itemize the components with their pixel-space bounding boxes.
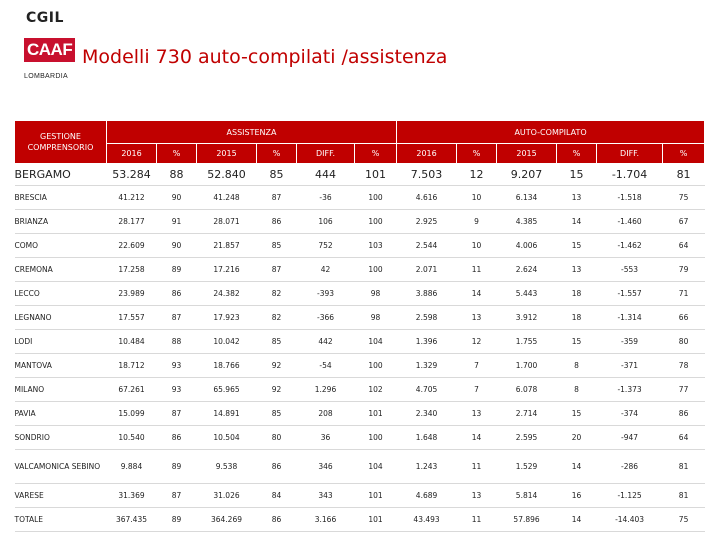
table-cell: 88: [157, 330, 197, 354]
table-cell: 15: [557, 402, 597, 426]
data-table: [14, 120, 705, 532]
logo-cgil-text: CGIL: [26, 10, 64, 26]
table-cell: 106: [297, 210, 355, 234]
row-name: SONDRIO: [15, 426, 107, 450]
group-header-assistenza: ASSISTENZA: [107, 121, 397, 144]
table-cell: 17.557: [107, 306, 157, 330]
table-cell: 1.296: [297, 378, 355, 402]
table-cell: 367.435: [107, 508, 157, 532]
row-name: TOTALE: [15, 508, 107, 532]
table-cell: 5.814: [497, 484, 557, 508]
table-body: [15, 164, 705, 532]
table-cell: 444: [297, 164, 355, 186]
table-row: [15, 186, 705, 210]
table-cell: 93: [157, 354, 197, 378]
table-cell: 101: [355, 484, 397, 508]
table-cell: 1.243: [397, 450, 457, 484]
table-row: [15, 282, 705, 306]
table-cell: 87: [157, 402, 197, 426]
table-cell: 93: [157, 378, 197, 402]
table-cell: 10: [457, 234, 497, 258]
table-cell: 14: [557, 508, 597, 532]
table-cell: 89: [157, 258, 197, 282]
table-cell: 9.538: [197, 450, 257, 484]
column-header: %: [355, 144, 397, 164]
header-group-row: [15, 121, 705, 144]
table-cell: 101: [355, 402, 397, 426]
corner-label-line1: GESTIONE: [40, 132, 81, 141]
table-cell: 7: [457, 378, 497, 402]
table-cell: 13: [457, 306, 497, 330]
table-cell: 75: [663, 508, 705, 532]
table-cell: 346: [297, 450, 355, 484]
table-row: [15, 450, 705, 484]
table-cell: 31.369: [107, 484, 157, 508]
table-cell: 20: [557, 426, 597, 450]
table-row: [15, 258, 705, 282]
row-name: BERGAMO: [15, 164, 107, 186]
table-cell: 10.042: [197, 330, 257, 354]
table-cell: 8: [557, 354, 597, 378]
table-cell: 89: [157, 508, 197, 532]
table-cell: 92: [257, 378, 297, 402]
table-cell: 86: [157, 426, 197, 450]
row-name: COMO: [15, 234, 107, 258]
table-row: [15, 354, 705, 378]
row-name: MILANO: [15, 378, 107, 402]
page-title: Modelli 730 auto-compilati /assistenza: [82, 46, 448, 68]
table-cell: 10.504: [197, 426, 257, 450]
table-cell: -371: [597, 354, 663, 378]
table-row: [15, 330, 705, 354]
table-cell: 12: [457, 330, 497, 354]
table-cell: -1.462: [597, 234, 663, 258]
table-cell: 2.598: [397, 306, 457, 330]
table-cell: 64: [663, 234, 705, 258]
table-row: [15, 306, 705, 330]
table-cell: 14: [457, 426, 497, 450]
table-cell: 13: [557, 258, 597, 282]
table-cell: -14.403: [597, 508, 663, 532]
table-cell: 1.529: [497, 450, 557, 484]
table-cell: 2.071: [397, 258, 457, 282]
table-cell: 80: [663, 330, 705, 354]
column-header: %: [157, 144, 197, 164]
table-cell: -366: [297, 306, 355, 330]
table-cell: 18.766: [197, 354, 257, 378]
table-cell: 92: [257, 354, 297, 378]
table-cell: 10.540: [107, 426, 157, 450]
table-cell: -359: [597, 330, 663, 354]
table-cell: 15: [557, 330, 597, 354]
table-cell: 79: [663, 258, 705, 282]
table-cell: 5.443: [497, 282, 557, 306]
table-cell: 2.340: [397, 402, 457, 426]
table-cell: 4.385: [497, 210, 557, 234]
table-cell: 1.700: [497, 354, 557, 378]
row-name: VALCAMONICA SEBINO: [15, 450, 107, 484]
row-name: CREMONA: [15, 258, 107, 282]
table-cell: 1.396: [397, 330, 457, 354]
column-header: DIFF.: [597, 144, 663, 164]
table-cell: 8: [557, 378, 597, 402]
table-cell: 100: [355, 186, 397, 210]
table-cell: -374: [597, 402, 663, 426]
column-header: 2016: [397, 144, 457, 164]
corner-header: [15, 121, 107, 164]
table-cell: 18: [557, 306, 597, 330]
table-cell: 100: [355, 354, 397, 378]
table-cell: 3.166: [297, 508, 355, 532]
table-cell: 36: [297, 426, 355, 450]
group-header-autocompilato: AUTO-COMPILATO: [397, 121, 705, 144]
table-cell: 11: [457, 258, 497, 282]
row-name: BRESCIA: [15, 186, 107, 210]
table-row: [15, 402, 705, 426]
row-name: LECCO: [15, 282, 107, 306]
table-cell: 442: [297, 330, 355, 354]
table-cell: -54: [297, 354, 355, 378]
row-name: VARESE: [15, 484, 107, 508]
table-cell: 13: [457, 402, 497, 426]
column-header: 2015: [497, 144, 557, 164]
table-cell: 88: [157, 164, 197, 186]
table-cell: 24.382: [197, 282, 257, 306]
table-cell: 86: [257, 210, 297, 234]
table-cell: 22.609: [107, 234, 157, 258]
table-cell: 4.006: [497, 234, 557, 258]
table-cell: 64: [663, 426, 705, 450]
table-cell: 14: [457, 282, 497, 306]
row-name: LEGNANO: [15, 306, 107, 330]
table-cell: 752: [297, 234, 355, 258]
logo-region-text: LOMBARDIA: [24, 73, 68, 80]
table-cell: -1.518: [597, 186, 663, 210]
table-cell: 84: [257, 484, 297, 508]
table-cell: 90: [157, 186, 197, 210]
table-cell: 15: [557, 234, 597, 258]
table-cell: 57.896: [497, 508, 557, 532]
table-cell: 100: [355, 426, 397, 450]
table-cell: 86: [257, 450, 297, 484]
table-cell: 16: [557, 484, 597, 508]
table-cell: 98: [355, 282, 397, 306]
column-header: DIFF.: [297, 144, 355, 164]
table-cell: 11: [457, 450, 497, 484]
table-cell: 11: [457, 508, 497, 532]
column-header: %: [557, 144, 597, 164]
table-cell: 100: [355, 258, 397, 282]
table-cell: -1.704: [597, 164, 663, 186]
table-cell: 3.912: [497, 306, 557, 330]
table-cell: 67.261: [107, 378, 157, 402]
column-header: 2016: [107, 144, 157, 164]
table-cell: 2.544: [397, 234, 457, 258]
table-cell: 53.284: [107, 164, 157, 186]
row-name: PAVIA: [15, 402, 107, 426]
table-cell: 87: [257, 186, 297, 210]
header-column-row: [15, 144, 705, 164]
table-cell: 43.493: [397, 508, 457, 532]
table-cell: 71: [663, 282, 705, 306]
table-cell: 17.923: [197, 306, 257, 330]
table-cell: 85: [257, 330, 297, 354]
table-row: [15, 164, 705, 186]
column-header: 2015: [197, 144, 257, 164]
table-cell: -1.557: [597, 282, 663, 306]
table-cell: 15: [557, 164, 597, 186]
row-name: MANTOVA: [15, 354, 107, 378]
table-row: [15, 210, 705, 234]
table-cell: 101: [355, 508, 397, 532]
table-cell: 102: [355, 378, 397, 402]
table-cell: 28.071: [197, 210, 257, 234]
table-cell: 18: [557, 282, 597, 306]
table-cell: -36: [297, 186, 355, 210]
table-cell: 77: [663, 378, 705, 402]
table-cell: 2.595: [497, 426, 557, 450]
table-cell: 10.484: [107, 330, 157, 354]
table-cell: 1.329: [397, 354, 457, 378]
table-cell: 12: [457, 164, 497, 186]
table-cell: 41.248: [197, 186, 257, 210]
column-header: %: [663, 144, 705, 164]
table-cell: 14.891: [197, 402, 257, 426]
table-cell: 41.212: [107, 186, 157, 210]
table-cell: 31.026: [197, 484, 257, 508]
table-cell: 7: [457, 354, 497, 378]
table-cell: 98: [355, 306, 397, 330]
table-cell: 66: [663, 306, 705, 330]
column-header: %: [457, 144, 497, 164]
table-cell: 87: [157, 306, 197, 330]
table-cell: -1.314: [597, 306, 663, 330]
table-cell: 101: [355, 164, 397, 186]
table-cell: 81: [663, 450, 705, 484]
table-cell: 82: [257, 282, 297, 306]
table-cell: 13: [457, 484, 497, 508]
cgil-caaf-logo: [22, 10, 72, 80]
table-cell: 3.886: [397, 282, 457, 306]
table-cell: 9: [457, 210, 497, 234]
table-cell: 42: [297, 258, 355, 282]
row-name: LODI: [15, 330, 107, 354]
table-cell: 364.269: [197, 508, 257, 532]
table-cell: 104: [355, 450, 397, 484]
table-cell: 343: [297, 484, 355, 508]
table-cell: 86: [157, 282, 197, 306]
table-cell: 75: [663, 186, 705, 210]
table-cell: 4.689: [397, 484, 457, 508]
table-cell: -1.460: [597, 210, 663, 234]
table-cell: 6.134: [497, 186, 557, 210]
table-cell: -1.125: [597, 484, 663, 508]
table-cell: 17.216: [197, 258, 257, 282]
table-cell: 10: [457, 186, 497, 210]
corner-label-line2: COMPRENSORIO: [27, 143, 94, 152]
column-header: %: [257, 144, 297, 164]
table-cell: 2.925: [397, 210, 457, 234]
table-cell: 18.712: [107, 354, 157, 378]
table-cell: 4.616: [397, 186, 457, 210]
table-row: [15, 484, 705, 508]
table-cell: -553: [597, 258, 663, 282]
table-cell: 78: [663, 354, 705, 378]
logo-caaf-text: CAAF: [24, 38, 75, 62]
table-row: [15, 378, 705, 402]
table-cell: 14: [557, 450, 597, 484]
table-cell: 52.840: [197, 164, 257, 186]
table-cell: 100: [355, 210, 397, 234]
table-cell: 1.755: [497, 330, 557, 354]
table-cell: -1.373: [597, 378, 663, 402]
table-cell: 28.177: [107, 210, 157, 234]
table-row: [15, 234, 705, 258]
table-cell: 91: [157, 210, 197, 234]
table-row: [15, 426, 705, 450]
table-cell: 89: [157, 450, 197, 484]
table-cell: 208: [297, 402, 355, 426]
table-cell: 23.989: [107, 282, 157, 306]
table-cell: 1.648: [397, 426, 457, 450]
table-cell: 104: [355, 330, 397, 354]
table-cell: 85: [257, 234, 297, 258]
table-row: [15, 508, 705, 532]
table-cell: 86: [663, 402, 705, 426]
table-cell: 90: [157, 234, 197, 258]
table-cell: -947: [597, 426, 663, 450]
table-cell: 81: [663, 164, 705, 186]
table-cell: -393: [297, 282, 355, 306]
table-cell: 9.884: [107, 450, 157, 484]
table-cell: 13: [557, 186, 597, 210]
table-cell: 21.857: [197, 234, 257, 258]
table-cell: 17.258: [107, 258, 157, 282]
table-cell: -286: [597, 450, 663, 484]
table-cell: 80: [257, 426, 297, 450]
table-cell: 67: [663, 210, 705, 234]
table-cell: 2.714: [497, 402, 557, 426]
table-cell: 2.624: [497, 258, 557, 282]
table-cell: 6.078: [497, 378, 557, 402]
table-cell: 7.503: [397, 164, 457, 186]
table-cell: 103: [355, 234, 397, 258]
table-cell: 65.965: [197, 378, 257, 402]
table-cell: 4.705: [397, 378, 457, 402]
table-cell: 9.207: [497, 164, 557, 186]
table-cell: 82: [257, 306, 297, 330]
table-cell: 85: [257, 402, 297, 426]
table-cell: 81: [663, 484, 705, 508]
table-cell: 87: [257, 258, 297, 282]
table-cell: 14: [557, 210, 597, 234]
table-cell: 85: [257, 164, 297, 186]
table-cell: 86: [257, 508, 297, 532]
row-name: BRIANZA: [15, 210, 107, 234]
table-cell: 15.099: [107, 402, 157, 426]
table-cell: 87: [157, 484, 197, 508]
